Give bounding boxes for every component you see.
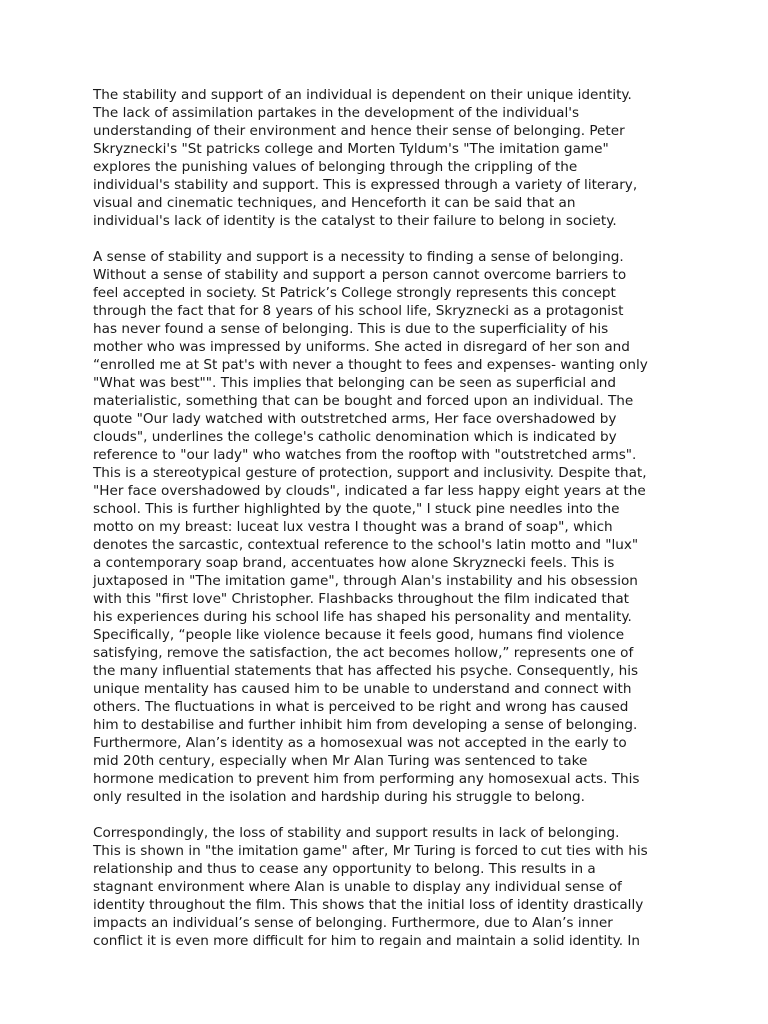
text-line: This is shown in "the imitation game" after, Mr Turing is forced to cut ties with his (93, 843, 648, 859)
text-line: identity throughout the film. This shows that the initial loss of identity drastically (93, 897, 644, 913)
text-line: denotes the sarcastic, contextual reference to the school's latin motto and "lux" (93, 537, 639, 553)
text-line: individual's lack of identity is the catalyst to their failure to belong in society. (93, 213, 617, 229)
text-line: Without a sense of stability and support a person cannot overcome barriers to (93, 267, 627, 283)
text-line: materialistic, something that can be bought and forced upon an individual. The (93, 393, 634, 409)
text-line: unique mentality has caused him to be unable to understand and connect with (93, 681, 632, 697)
text-line: This is a stereotypical gesture of protection, support and inclusivity. Despite that, (93, 465, 647, 481)
text-line: stagnant environment where Alan is unable to display any individual sense of (93, 879, 622, 895)
text-line: Specifically, “people like violence because it feels good, humans find violence (93, 627, 625, 643)
text-line: individual's stability and support. This is expressed through a variety of literary, (93, 177, 638, 193)
text-line: juxtaposed in "The imitation game", through Alan's instability and his obsession (93, 573, 638, 589)
text-line: has never found a sense of belonging. This is due to the superficiality of his (93, 321, 609, 337)
text-line: understanding of their environment and hence their sense of belonging. Peter (93, 123, 625, 139)
text-line: visual and cinematic techniques, and Henceforth it can be said that an (93, 195, 576, 211)
document-page (93, 86, 683, 968)
text-line: The lack of assimilation partakes in the development of the individual's (93, 105, 580, 121)
text-line: mid 20th century, especially when Mr Alan Turing was sentenced to take (93, 753, 588, 769)
text-line: A sense of stability and support is a necessity to finding a sense of belonging. (93, 249, 624, 265)
text-line: "What was best"". This implies that belonging can be seen as superficial and (93, 375, 616, 391)
text-line: feel accepted in society. St Patrick’s College strongly represents this concept (93, 285, 616, 301)
text-line: conflict it is even more difficult for him to regain and maintain a solid identity. In (93, 933, 641, 949)
text-line: with this "first love" Christopher. Flashbacks throughout the film indicated that (93, 591, 630, 607)
paragraph-1 (93, 86, 683, 230)
text-line: him to destabilise and further inhibit him from developing a sense of belonging. (93, 717, 638, 733)
text-line: a contemporary soap brand, accentuates how alone Skryznecki feels. This is (93, 555, 615, 571)
text-line: motto on my breast: luceat lux vestra I thought was a brand of soap", which (93, 519, 613, 535)
text-line: others. The fluctuations in what is perceived to be right and wrong has caused (93, 699, 629, 715)
text-line: The stability and support of an individual is dependent on their unique identity. (93, 87, 632, 103)
text-line: Furthermore, Alan’s identity as a homosexual was not accepted in the early to (93, 735, 627, 751)
text-line: the many influential statements that has affected his psyche. Consequently, his (93, 663, 639, 679)
text-line: "Her face overshadowed by clouds", indicated a far less happy eight years at the (93, 483, 646, 499)
text-line: quote "Our lady watched with outstretched arms, Her face overshadowed by (93, 411, 617, 427)
text-line: Skryznecki's "St patricks college and Morten Tyldum's "The imitation game" (93, 141, 609, 157)
text-line: Correspondingly, the loss of stability and support results in lack of belonging. (93, 825, 620, 841)
text-line: his experiences during his school life has shaped his personality and mentality. (93, 609, 632, 625)
text-line: through the fact that for 8 years of his school life, Skryznecki as a protagonist (93, 303, 624, 319)
paragraph-2 (93, 248, 683, 806)
text-line: satisfying, remove the satisfaction, the act becomes hollow,” represents one of (93, 645, 634, 661)
text-line: explores the punishing values of belonging through the crippling of the (93, 159, 578, 175)
text-line: hormone medication to prevent him from performing any homosexual acts. This (93, 771, 640, 787)
text-line: school. This is further highlighted by the quote," I stuck pine needles into the (93, 501, 620, 517)
text-line: only resulted in the isolation and hardship during his struggle to belong. (93, 789, 586, 805)
text-line: clouds", underlines the college's catholic denomination which is indicated by (93, 429, 617, 445)
text-line: impacts an individual’s sense of belonging. Furthermore, due to Alan’s inner (93, 915, 613, 931)
text-line: “enrolled me at St pat's with never a thought to fees and expenses- wanting only (93, 357, 648, 373)
paragraph-3 (93, 824, 683, 950)
text-line: relationship and thus to cease any opportunity to belong. This results in a (93, 861, 596, 877)
text-line: mother who was impressed by uniforms. She acted in disregard of her son and (93, 339, 630, 355)
text-line: reference to "our lady" who watches from the rooftop with "outstretched arms". (93, 447, 637, 463)
